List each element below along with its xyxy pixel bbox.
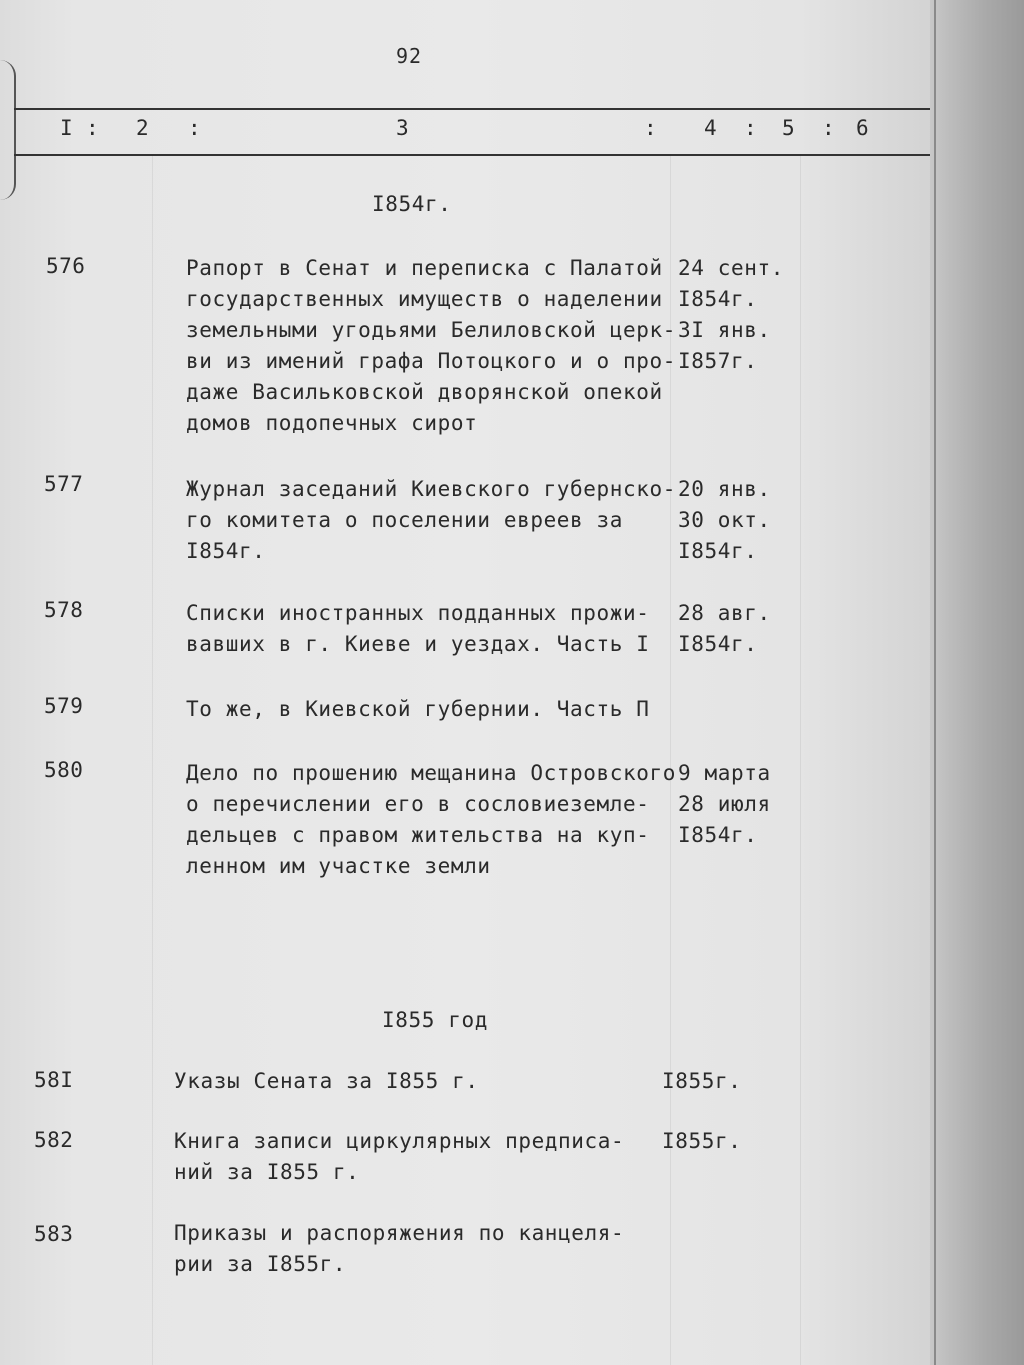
description-line: о перечислении его в сословиеземле- [186, 792, 650, 816]
description-line: го комитета о поселении евреев за [186, 508, 624, 532]
entry-number: 583 [34, 1222, 74, 1246]
description-line: Рапорт в Сенат и переписка с Палатой [186, 256, 663, 280]
entry-number: 580 [44, 758, 84, 782]
description-line: Списки иностранных подданных прожи- [186, 601, 650, 625]
column-header-sep-3: : [644, 116, 658, 140]
description-line: ленном им участке земли [186, 854, 491, 878]
entry-description [174, 1066, 479, 1097]
description-line: Книга записи циркулярных предписа- [174, 1129, 625, 1153]
description-line: дельцев с правом жительства на куп- [186, 823, 650, 847]
column-divider [152, 156, 153, 1365]
column-header-sep-4: : [744, 116, 758, 140]
date-line: 28 авг. [678, 601, 771, 625]
entry-description [174, 1126, 624, 1188]
date-line: 3I янв. [678, 318, 771, 342]
description-line: ний за I855 г. [174, 1160, 360, 1184]
entry-description [174, 1218, 624, 1280]
entry-description [186, 474, 676, 567]
entry-number: 578 [44, 598, 84, 622]
date-line: I854г. [678, 823, 758, 847]
entry-number: 576 [46, 254, 86, 278]
column-divider [800, 156, 801, 1365]
entry-description [186, 758, 676, 882]
date-line: I855г. [662, 1069, 742, 1093]
description-line: рии за I855г. [174, 1252, 347, 1276]
entry-number: 577 [44, 472, 84, 496]
date-line: 20 янв. [678, 477, 771, 501]
date-line: I854г. [678, 539, 758, 563]
column-header-1: I [60, 116, 74, 140]
year-heading-1854: I854г. [372, 192, 452, 216]
date-line: I854г. [678, 632, 758, 656]
entry-description [186, 253, 676, 439]
header-top-rule [14, 108, 940, 110]
entry-dates [678, 758, 771, 851]
description-line: Приказы и распоряжения по канцеля- [174, 1221, 625, 1245]
entry-dates [662, 1126, 741, 1157]
entry-dates [678, 598, 771, 660]
entry-number: 579 [44, 694, 84, 718]
description-line: То же, в Киевской губернии. Часть П [186, 697, 650, 721]
year-heading-1855: I855 год [382, 1008, 488, 1032]
description-line: Дело по прошению мещанина Островского [186, 761, 676, 785]
entry-description [186, 694, 650, 725]
entry-description [186, 598, 650, 660]
column-header-2: 2 [136, 116, 150, 140]
description-line: государственных имуществ о наделении [186, 287, 663, 311]
date-line: I857г. [678, 349, 758, 373]
entry-dates [678, 474, 771, 567]
binding-mark [0, 60, 16, 200]
entry-dates [678, 253, 784, 377]
column-header-3: 3 [396, 116, 410, 140]
column-header-sep-5: : [822, 116, 836, 140]
description-line: даже Васильковской дворянской опекой [186, 380, 663, 404]
column-header-4: 4 [704, 116, 718, 140]
date-line: 24 сент. [678, 256, 784, 280]
entry-dates [662, 1066, 741, 1097]
date-line: I855г. [662, 1129, 742, 1153]
description-line: вавших в г. Киеве и уездах. Часть I [186, 632, 650, 656]
page-number: 92 [396, 44, 423, 68]
date-line: 28 июля [678, 792, 771, 816]
date-line: 9 марта [678, 761, 771, 785]
description-line: домов подопечных сирот [186, 411, 478, 435]
column-header-6: 6 [856, 116, 870, 140]
description-line: Указы Сената за I855 г. [174, 1069, 479, 1093]
description-line: I854г. [186, 539, 266, 563]
description-line: ви из имений графа Потоцкого и о про- [186, 349, 676, 373]
description-line: Журнал заседаний Киевского губернско- [186, 477, 676, 501]
date-line: 30 окт. [678, 508, 771, 532]
entry-number: 58I [34, 1068, 74, 1092]
description-line: земельными угодьями Белиловской церк- [186, 318, 676, 342]
column-header-sep-2: : [188, 116, 202, 140]
page-edge [930, 0, 1024, 1365]
entry-number: 582 [34, 1128, 74, 1152]
date-line: I854г. [678, 287, 758, 311]
column-header-5: 5 [782, 116, 796, 140]
column-header-sep-1: : [86, 116, 100, 140]
page-fold [934, 0, 936, 1365]
